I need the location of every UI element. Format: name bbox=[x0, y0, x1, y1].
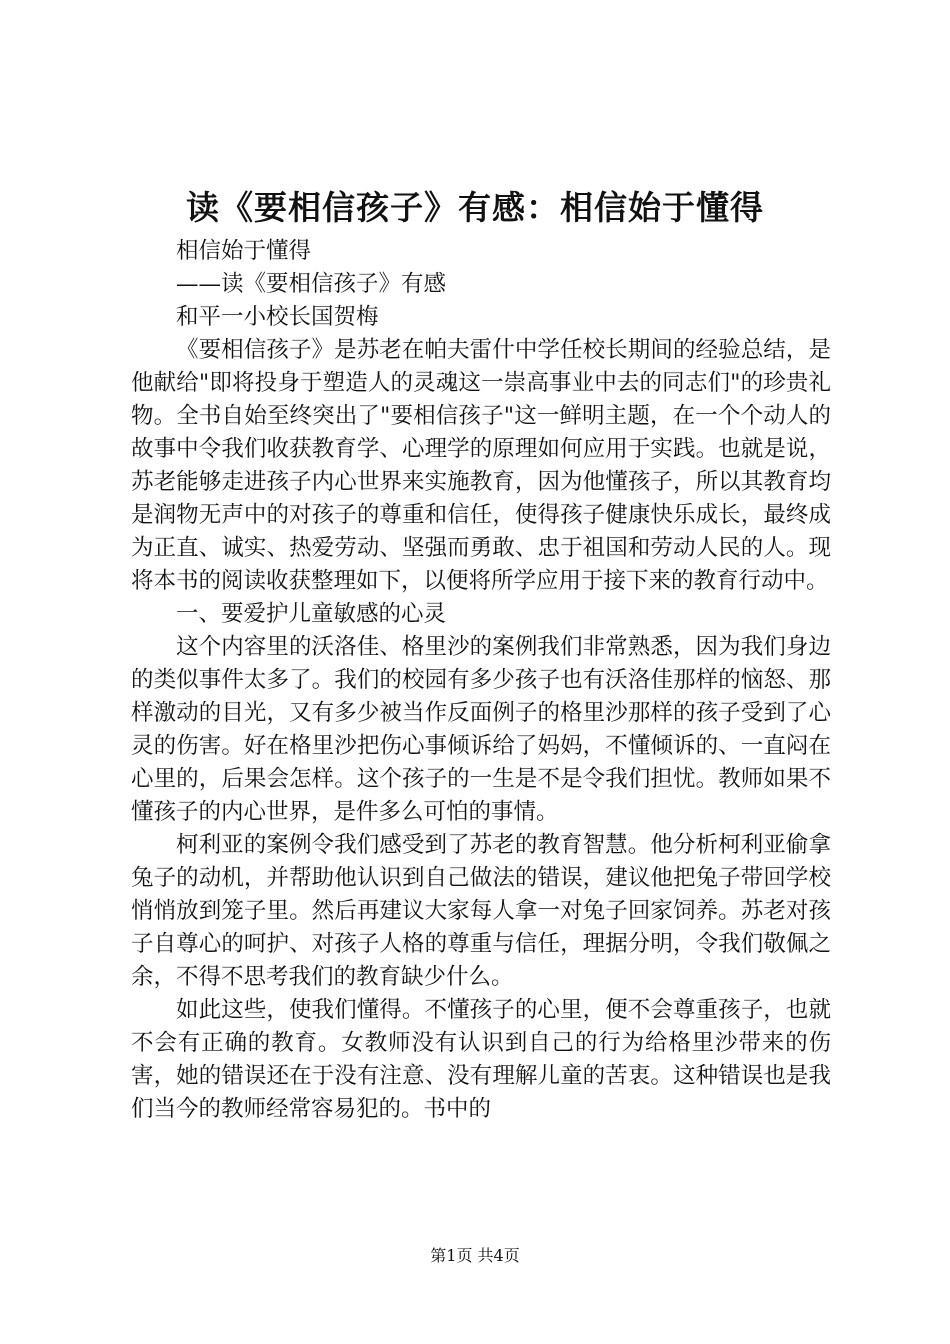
author-line: 和平一小校长国贺梅 bbox=[176, 304, 379, 330]
paragraph-intro: 《要相信孩子》是苏老在帕夫雷什中学任校长期间的经验总结，是他献给"即将投身于塑造人的灵魂这一崇高事业中去的同志们"的珍贵礼物。全书自始至终突出了"要相信孩子"这一鲜明主题，在一个个动人的故事中令我们收获教育学、心理学的原理如何应用于实践。也就是说，苏老能够走进孩子内心世界来实施教育，因为他懂孩子，所以其教育均是润物无声中的对孩子的尊重和信任，使得孩子健康快乐成长，最终成为正直、诚实、热爱劳动、坚强而勇敢、忠于祖国和劳动人民的人。现将本书的阅读收获整理如下，以便将所学应用于接下来的教育行动中。 bbox=[131, 337, 831, 594]
paragraph: 这个内容里的沃洛佳、格里沙的案例我们非常熟悉，因为我们身边的类似事件太多了。我们的校园有多少孩子也有沃洛佳那样的恼怒、那样激动的目光，又有多少被当作反面例子的格里沙那样的孩子受到了心灵的伤害。好在格里沙把伤心事倾诉给了妈妈，不懂倾诉的、一直闷在心里的，后果会怎样。这个孩子的一生是不是令我们担忧。教师如果不懂孩子的内心世界，是件多么可怕的事情。 bbox=[131, 634, 831, 825]
subtitle-line: ——读《要相信孩子》有感 bbox=[176, 271, 447, 297]
subtitle-line: 相信始于懂得 bbox=[176, 238, 312, 264]
paragraph: 如此这些，使我们懂得。不懂孩子的心里，便不会尊重孩子，也就不会有正确的教育。女教师没有认识到自己的行为给格里沙带来的伤害，她的错误还在于没有注意、没有理解儿童的苦衷。这种错误也是我们当今的教师经常容易犯的。书中的 bbox=[131, 997, 831, 1122]
document-body bbox=[131, 235, 831, 1126]
paragraph: 柯利亚的案例令我们感受到了苏老的教育智慧。他分析柯利亚偷拿兔子的动机，并帮助他认识到自己做法的错误，建议他把兔子带回学校悄悄放到笼子里。然后再建议大家每人拿一对兔子回家饲养。苏老对孩子自尊心的呵护、对孩子人格的尊重与信任，理据分明，令我们敬佩之余，不得不思考我们的教育缺少什么。 bbox=[131, 832, 831, 990]
section-heading: 一、要爱护儿童敏感的心灵 bbox=[176, 601, 447, 627]
page-footer: 第1页 共4页 bbox=[430, 1246, 520, 1265]
document-title: 读《要相信孩子》有感：相信始于懂得 bbox=[186, 188, 764, 227]
